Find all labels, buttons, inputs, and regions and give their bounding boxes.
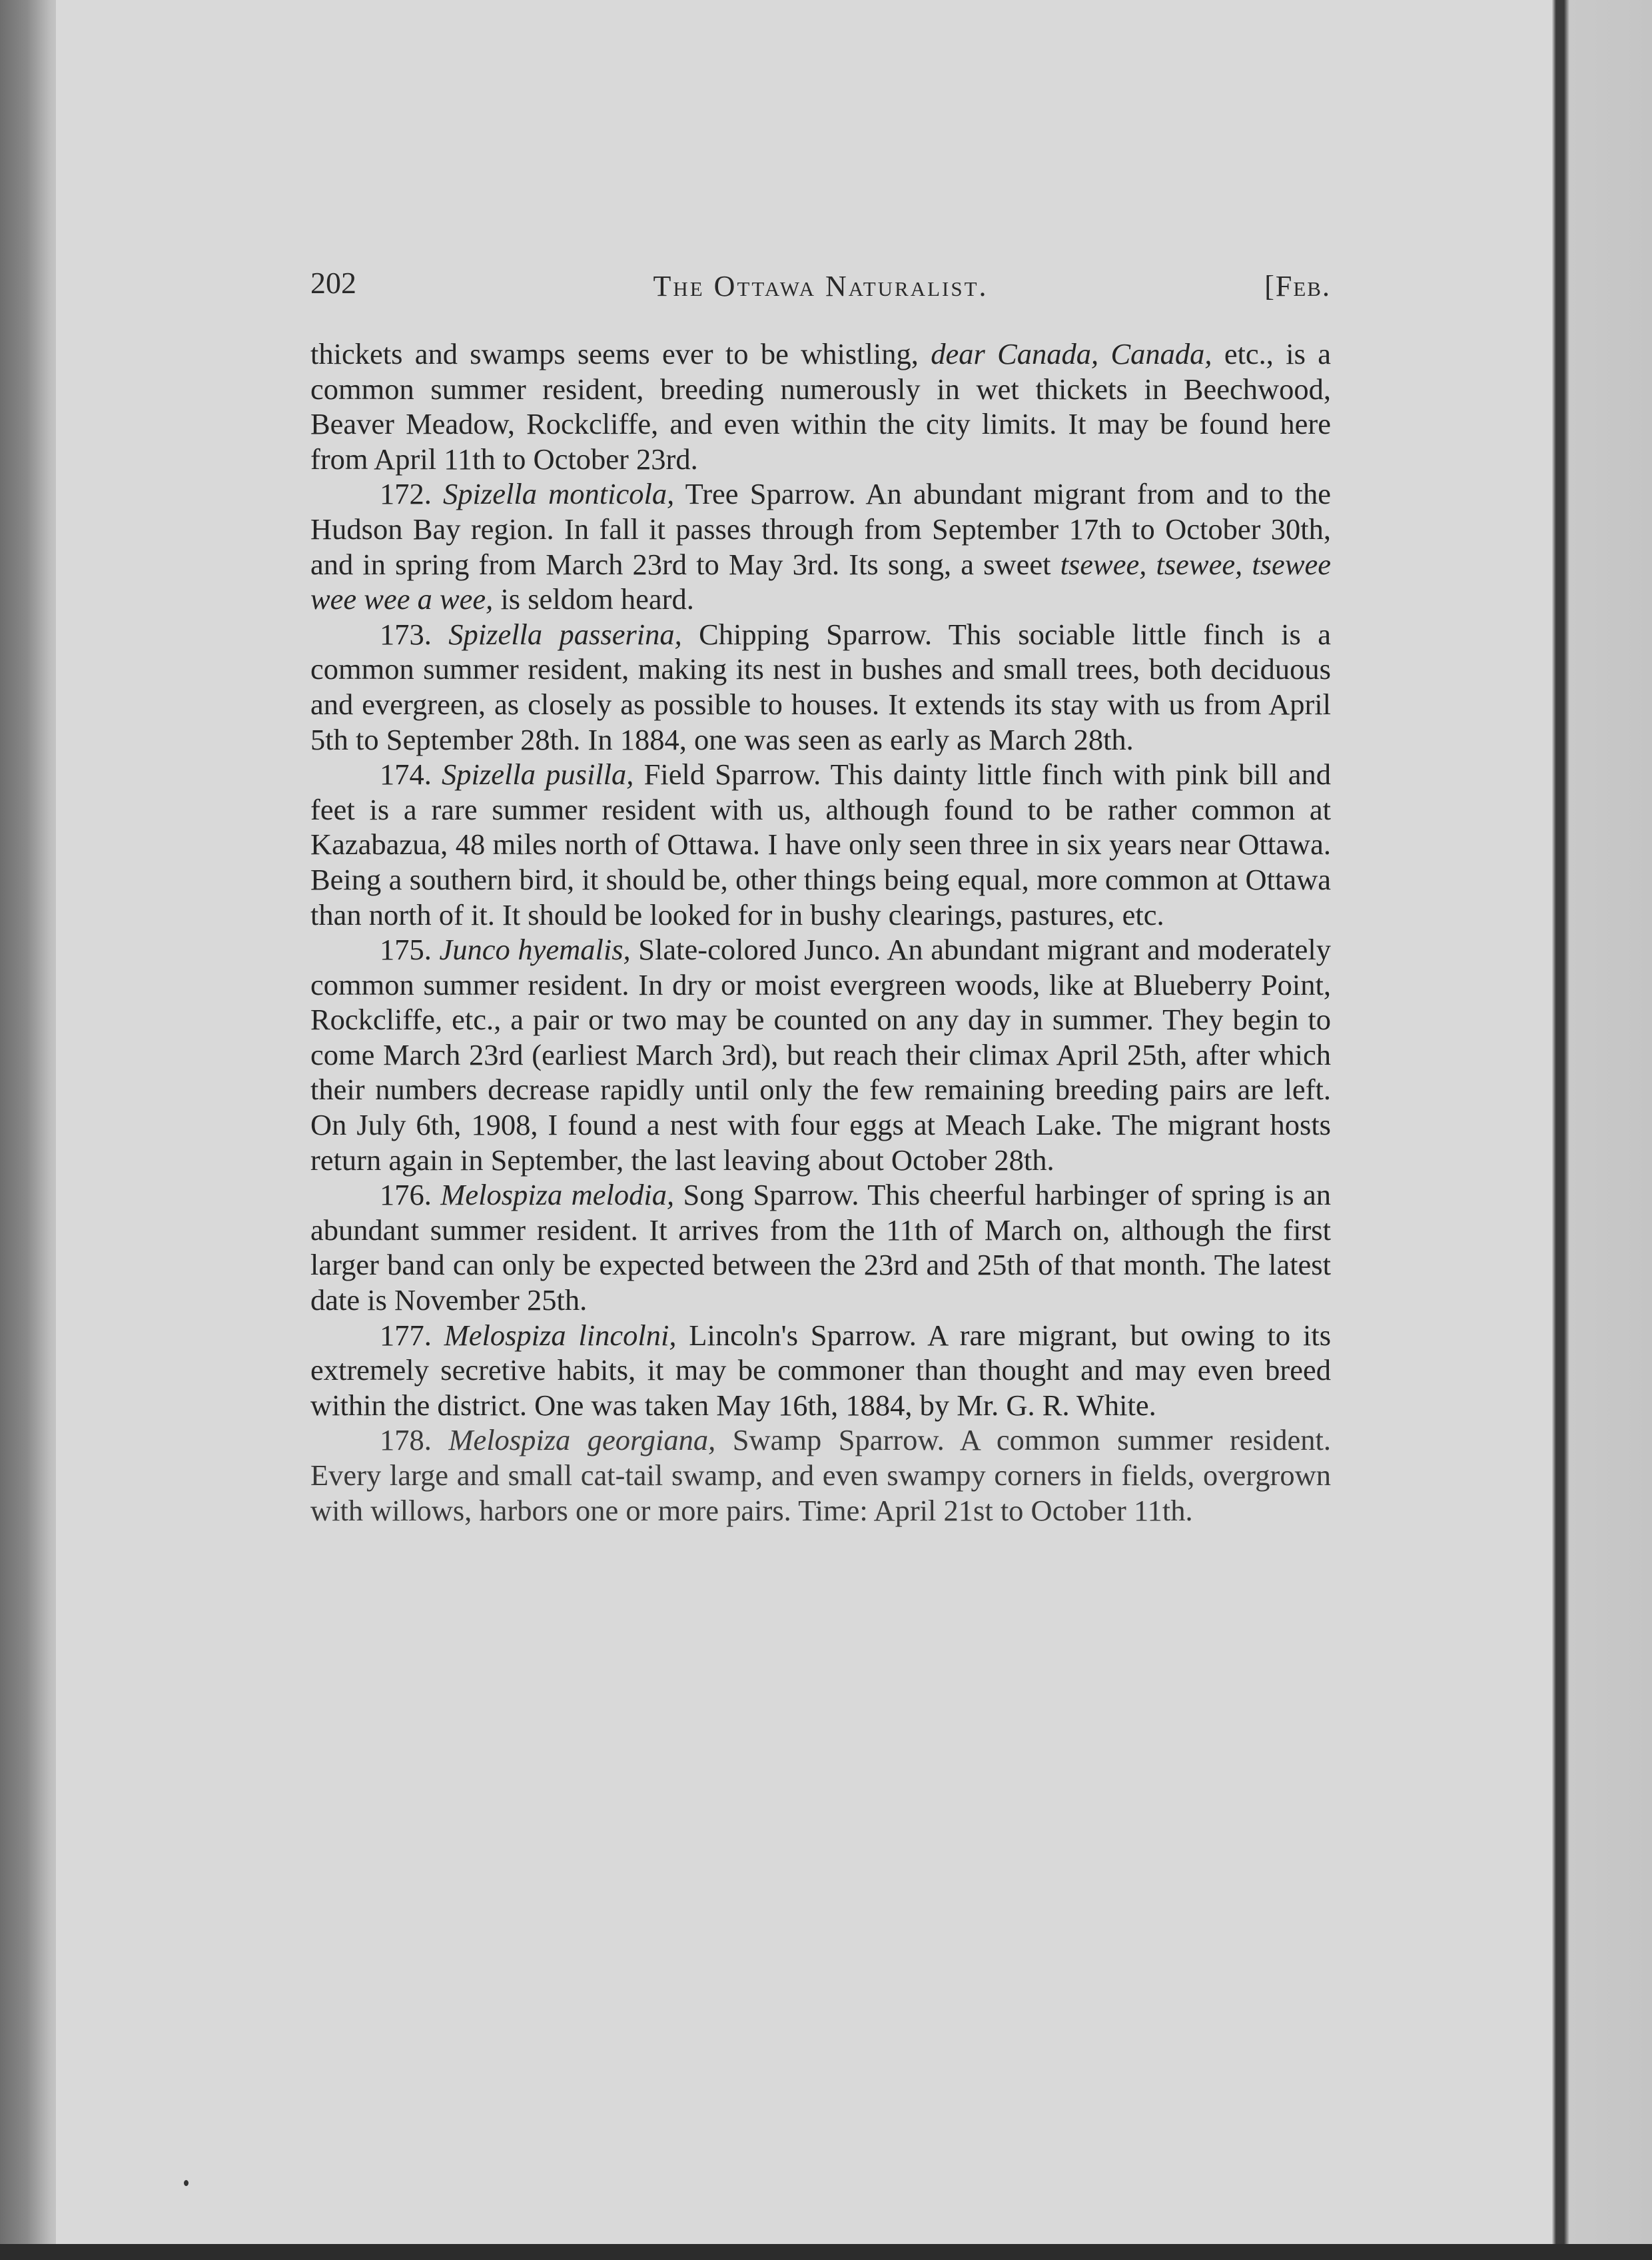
ink-speck [184,2180,189,2186]
page-header [310,265,1331,318]
species-entry-176: 176. Melospiza melodia, Song Sparrow. This cheerful harbinger of spring is an abundant summer resident. It arrives from the 11th of March on, although the first larger band can only be expected between the 23rd and 25th of that month. The latest date is November 25th. [310,1178,1331,1317]
song-transcription: dear Canada, Canada, [931,337,1212,370]
scan-bottom-edge [0,2244,1652,2260]
continuation-paragraph: thickets and swamps seems ever to be whistling, dear Canada, Canada, etc., is a common summer resident, breeding numerously in wet thickets in Beechwood, Beaver Meadow, Rockcliffe, and even within the city limits. It may be found here from April 11th to October 23rd. [310,337,1331,476]
species-entry-174: 174. Spizella pusilla, Field Sparrow. This dainty little finch with pink bill and feet is a rare summer resident with us, although found to be rather common at Kazabazua, 48 miles north of Ottawa. I have only seen three in six years near Ottawa. Being a southern bird, it should be, other things being equal, more common at Ottawa than north of it. It should be looked for in bushy clearings, pastures, etc. [310,758,1331,931]
entry-number: 172. [380,477,432,511]
entry-number: 177. [380,1318,432,1352]
species-entry-172: 172. Spizella monticola, Tree Sparrow. An abundant migrant from and to the Hudson Bay region. In fall it passes through from September 17th to October 30th, and in spring from March 23rd to May 3rd. Its song, a sweet tsewee, tsewee, tsewee wee wee a wee, is seldom heard. [310,477,1332,616]
entry-number: 173. [380,617,432,651]
species-entry-177: 177. Melospiza lincolni, Lincoln's Sparrow. A rare migrant, but owing to its extremely secretive habits, it may be commoner than thought and may even breed within the district. One was taken May 16th, 1884, by Mr. G. R. White. [310,1318,1332,1422]
species-name: Melospiza georgiana, [448,1423,716,1457]
species-name: Spizella passerina, [448,617,682,651]
species-entry-178: 178. Melospiza georgiana, Swamp Sparrow. A common summer resident. Every large and small cat-tail swamp, and even swampy corners in fields, overgrown with willows, harbors one or more pairs. Time: April 21st to October 11th. [310,1423,1332,1527]
journal-title: The Ottawa Naturalist. [653,270,989,302]
species-entry-173: 173. Spizella passerina, Chipping Sparrow. This sociable little finch is a common summer resident, making its nest in bushes and small trees, both deciduous and evergreen, as closely as possible to houses. It extends its stay with us from April 5th to September 28th. In 1884, one was seen as early as March 28th. [310,617,1331,756]
entry-number: 178. [380,1423,432,1457]
song-transcription: tsewee, tsewee, tsewee wee wee a wee, [310,547,1331,616]
entry-number: 176. [380,1178,432,1212]
species-name: Spizella monticola, [443,477,675,511]
species-name: Melospiza lincolni, [444,1318,677,1352]
entry-number: 175. [380,933,432,967]
running-head: [Feb. [1264,270,1331,302]
species-name: Melospiza melodia, [440,1178,675,1212]
species-name: Spizella pusilla, [442,758,634,792]
article-body [310,336,1331,1528]
entry-number: 174. [380,758,432,792]
page-number: 202 [310,266,356,300]
species-name: Junco hyemalis, [439,933,631,967]
species-entry-175: 175. Junco hyemalis, Slate-colored Junco. An abundant migrant and moderately common summer resident. In dry or moist evergreen woods, like at Blueberry Point, Rockcliffe, etc., a pair or two may be counted on any day in summer. They begin to come March 23rd (earliest March 3rd), but reach their climax April 25th, after which their numbers decrease rapidly until only the few remaining breeding pairs are left. On July 6th, 1908, I found a nest with four eggs at Meach Lake. The migrant hosts return again in September, the last leaving about October 28th. [310,933,1332,1177]
